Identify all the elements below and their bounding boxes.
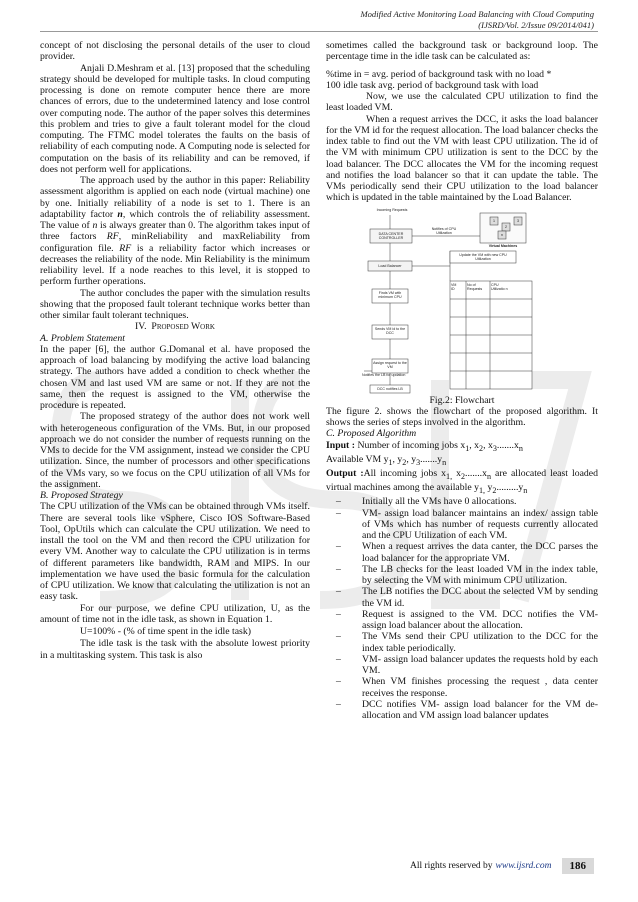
step-text: VM- assign load balancer maintains an index/ assign table of VMs which has number of requests currently allocated and the CPU Utilization of each VM. [362,507,598,541]
symbol-rf: RF [119,242,132,254]
dash: – [336,631,341,643]
flow-load-balancer: Load Balancer [378,263,402,268]
dash: – [336,541,341,553]
step-text: DCC notifies VM- assign load balancer for the VM de-allocation and VM assign load balancer updates [362,698,598,721]
subsection-heading: A. Problem Statement [40,332,125,344]
dash: – [336,608,341,620]
text-run: , minReliability and maxReliability from configuration file. [40,231,311,254]
list-item [336,586,598,609]
dash: – [336,496,341,508]
running-header [360,9,594,30]
subsection-heading: B. Proposed Strategy [40,490,123,501]
step-text: When VM finishes processing the request , data center receives the response. [362,676,598,699]
symbol-rf: RF [106,231,119,243]
flow-sends-id: Sends VM id to the DCC [374,326,406,335]
dash: – [336,698,341,710]
algo-available: Available VM $y_1$, $y_2$, $y_3.......y_n$ [326,453,447,467]
paragraph: For our purpose, we define CPU utilization, U, as the amount of time not in the idle task, as shown in Equation 1. [40,602,310,625]
input-label: Input : [326,439,355,451]
output-label: Output : [326,467,364,479]
list-item [336,631,598,654]
list-item [336,508,598,542]
list-item [336,699,598,722]
step-text: The LB notifies the DCC about the selected VM by sending the VM id. [362,586,598,609]
step-text: When a request arrives the data canter, the DCC parses the load balancer for the appropriate VM. [362,541,598,564]
list-item [336,564,598,587]
flow-notifies-lb: Notifies the LB for updation [362,372,406,377]
flow-dcc-notifies: DCC notifies LB [377,386,403,391]
table-header-vm [451,283,465,291]
left-column [40,40,310,661]
input-text: Number of incoming jobs x [355,439,466,451]
symbol-n: n [92,220,98,231]
page-footer [410,858,594,874]
step-text: The VMs send their CPU utilization to the DCC for the index table periodically. [362,631,598,654]
paragraph: Anjali D.Meshram et al. [13] proposed that the scheduling strategy should be developed for multiple tasks. In cloud computing processing is done on remote computer hence there are more chances of errors, due to the undetermined latency and lose control over computing node. The author of the paper solves this determines this problem and tries to give a fault tolerant model for the cloud computing. The FTMC model tolerates the faults on the basis of reliability of each computing node. A Computing node is selected for computation on the basis of its reliability and can be removed, if does not perform well for applications. [40,62,310,175]
flow-incoming: Incoming Requests [376,207,408,212]
paragraph: When a request arrives the DCC, it asks the load balancer for the VM id for the request allocation. The load balancer checks the index table to find out the VM with least CPU utilization. The id of the VM with minimum CPU utilization is sent to the DCC by the load balancer. The DCC allocates the VM for the incoming request and notifies the load balancer so that it can update the table. The VMs periodically send their CPU utilization to the load balancer which is updated in the table maintained by the Load Balancer. [326,113,598,204]
list-item [336,496,598,507]
vm-label: 1 [493,218,495,223]
step-text: Initially all the VMs have 0 allocations. [362,496,517,508]
flow-assign: Assign request to the VM [373,360,407,369]
vm-label: 2 [505,224,507,229]
section-number: IV. [135,321,147,333]
paragraph: The CPU utilization of the VMs can be obtained through VMs itself. There are several tools like vSphere, Cisco IOS Software-Based Tool, OpUtils which can calculate the CPU utilization. We need to install the tool on the VM and then record the CPU utilization for every VM. Another way to calculate the CPU utilization is in terms of different parameters like bandwidth, RAM and MIPS. In our implementation we have used the basic formula for the calculation of CPU utilization. We know that calculating the utilization is not an easy task. [40,501,310,603]
list-item [336,676,598,699]
text-run: , which controls the of reliability assessment. The value of [40,208,310,231]
paragraph: The proposed strategy of the author does not work well with heterogeneous configuration of the VMs. But, in our proposed approach we do not consider the number of requests running on the VMs to decide for the VM assignment, instead we consider the CPU utilization. Since, the number of processors and other specifications of the VMs vary, so we focus on the CPU utilization of all VMs for the assignment. [40,411,310,490]
flow-index-update: Update the VM with new CPU Utilization [459,252,507,261]
footer-url-link[interactable]: www.ijsrd.com [495,861,552,871]
section-heading [40,321,310,332]
text-run: is always greater than 0. The algorithm takes input of three factors [40,220,310,243]
dash: – [336,653,341,665]
table-id: ID [451,286,455,291]
paragraph [40,175,310,288]
symbol-n: n [117,208,123,220]
equation-2-denominator: 100 idle task avg. period of background task with load [326,79,539,91]
output-text: All incoming jobs x [363,467,447,479]
footer-rights: All rights reserved by [409,861,493,871]
text-run: is a reliability factor which increases or decreases the reliability of the node. Min Reliability is the minimum reliability level. If a node reaches to this level, it is stopped to perform further operations. [40,242,310,288]
paragraph: sometimes called the background task or background loop. The percentage time in the idle task can be calculated as: [326,40,598,63]
algo-input: Input : Number of incoming jobs $x_1$, $x_2$, $x_3.......x_n$ [326,439,523,453]
list-item [336,541,598,564]
text-run: The approach used by the author in this paper: Reliability assessment algorithm is applied on each node (virtual machine) one by one. Initially reliability of a node is set to 1. There is an adaptability factor [40,175,310,220]
step-text: Request is assigned to the VM. DCC notifies the VM- assign load balancer about the allocation. [362,608,598,631]
table-util: Utilizatio n [491,286,508,291]
dash: – [336,586,341,598]
table-requests: Requests [467,286,483,291]
algorithm-steps [326,496,598,721]
table-vm: VM [451,282,457,287]
paragraph: The author concludes the paper with the simulation results showing that the proposed fault tolerant technique works better than other similar fault tolerant techniques. [40,287,310,321]
equation-2: %time in = avg. period of background task with no load * [326,68,552,80]
paragraph: concept of not disclosing the personal details of the user to cloud provider. [40,40,310,63]
header-citation: (IJSRD/Vol. 2/Issue 09/2014/041) [478,19,594,30]
dash: – [336,676,341,688]
dash: – [336,507,341,519]
flowchart-figure [362,207,562,395]
vm-label: n [501,232,503,237]
flow-finds-vm: Finds VM with minimum CPU [378,290,402,299]
step-text: VM- assign load balancer updates the requests hold by each VM. [362,653,598,676]
figure-caption: Fig.2: Flowchart [429,394,495,406]
step-text: The LB checks for the least loaded VM in the index table, by selecting the VM with minimum CPU utilization. [362,563,598,586]
table-cpu: CPU [491,282,499,287]
paragraph: Now, we use the calculated CPU utilization to find the least loaded VM. [326,91,598,114]
list-item [336,609,598,632]
paragraph: In the paper [6], the author G.Domanal et al. have proposed the approach of load balancing by modifying the active load balancing strategy. The authors have added a condition to check whether the chosen VM and last used VM are same or not. If they are not the same, then the request is assigned to the VM, otherwise the procedure is repeated. [40,343,310,411]
algo-output: Output :All incoming jobs $x_{1,}$ $x_2.......x_n$ are allocated least loaded virtual machines among the available $y_{1,}$ $y_2.........y_n$ [326,467,598,495]
table-no: No of [467,282,476,287]
table-header-requests [467,283,489,291]
vm-label: 3 [517,218,519,223]
header-title: Modified Active Monitoring Load Balancing with Cloud Computing [360,9,594,19]
equation-1: U=100% - (% of time spent in the idle task) [80,626,251,637]
output-text-2: are allocated least loaded virtual machines among the available y [326,467,598,494]
paragraph: The idle task is the task with the absolute lowest priority in a multitasking system. This task is also [40,638,310,661]
dash: – [336,563,341,575]
subsection-heading: C. Proposed Algorithm [326,428,417,440]
list-item [336,654,598,677]
flow-dcc: DATA CENTER CONTROLLER [378,231,404,240]
flow-notifies-cpu: Notifies of CPU Utilization [431,226,457,235]
page-number: 186 [562,858,595,874]
flow-virtual-machines: Virtual Machines [488,243,518,248]
section-title: Proposed Work [151,321,215,333]
table-header-cpu [491,283,511,291]
paragraph: The figure 2. shows the flowchart of the proposed algorithm. It shows the series of steps involved in the algorithm. [326,405,598,428]
right-column [326,40,598,721]
header-rule [40,31,598,32]
available-text: Available VM y [326,453,389,465]
